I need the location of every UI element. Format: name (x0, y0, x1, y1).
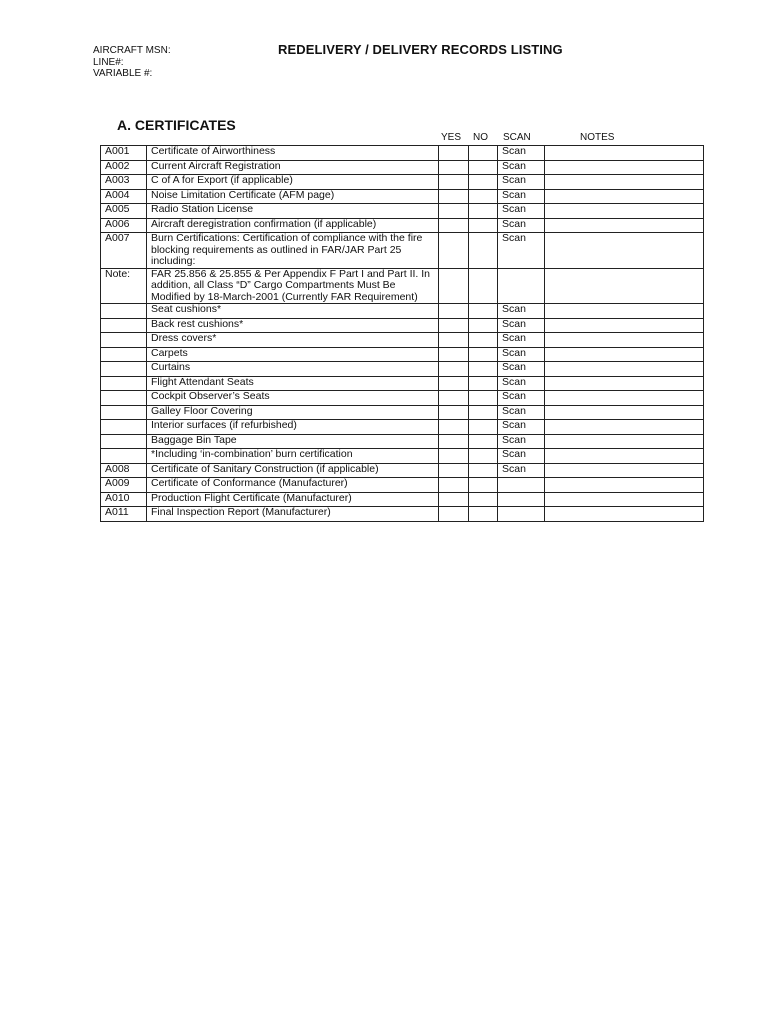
table-row (101, 463, 704, 478)
cell-scan: Scan (498, 347, 545, 362)
cell-no (469, 391, 498, 406)
col-header-no: NO (473, 132, 488, 143)
table-row (101, 160, 704, 175)
table-row (101, 478, 704, 493)
cell-notes (545, 304, 704, 319)
cell-scan: Scan (498, 405, 545, 420)
cell-scan (498, 478, 545, 493)
table-row (101, 507, 704, 522)
cell-no (469, 146, 498, 161)
cell-description: Production Flight Certificate (Manufacturer) (147, 492, 439, 507)
cell-no (469, 318, 498, 333)
cell-code: A006 (101, 218, 147, 233)
table-row (101, 218, 704, 233)
cell-yes (439, 507, 469, 522)
table-row (101, 233, 704, 269)
cell-notes (545, 434, 704, 449)
table-row (101, 318, 704, 333)
cell-scan: Scan (498, 449, 545, 464)
cell-notes (545, 478, 704, 493)
cell-code: A004 (101, 189, 147, 204)
cell-code: A005 (101, 204, 147, 219)
cell-no (469, 376, 498, 391)
document-title: REDELIVERY / DELIVERY RECORDS LISTING (278, 42, 563, 57)
cell-notes (545, 420, 704, 435)
cell-scan: Scan (498, 376, 545, 391)
cell-description: Carpets (147, 347, 439, 362)
cell-notes (545, 463, 704, 478)
cell-yes (439, 449, 469, 464)
cell-code (101, 449, 147, 464)
cell-description: Radio Station License (147, 204, 439, 219)
cell-scan: Scan (498, 362, 545, 377)
cell-no (469, 204, 498, 219)
cell-scan: Scan (498, 146, 545, 161)
cell-notes (545, 391, 704, 406)
cell-notes (545, 175, 704, 190)
cell-no (469, 347, 498, 362)
cell-description: Certificate of Sanitary Construction (if applicable) (147, 463, 439, 478)
cell-notes (545, 347, 704, 362)
cell-description: Final Inspection Report (Manufacturer) (147, 507, 439, 522)
cell-description: Aircraft deregistration confirmation (if applicable) (147, 218, 439, 233)
col-header-scan: SCAN (503, 132, 531, 143)
cell-code: A011 (101, 507, 147, 522)
table-row (101, 420, 704, 435)
table-row (101, 434, 704, 449)
cell-no (469, 304, 498, 319)
cell-code: A001 (101, 146, 147, 161)
cell-no (469, 333, 498, 348)
cell-yes (439, 420, 469, 435)
cell-code (101, 304, 147, 319)
cell-code: A010 (101, 492, 147, 507)
table-row (101, 449, 704, 464)
cell-scan: Scan (498, 160, 545, 175)
cell-description: Galley Floor Covering (147, 405, 439, 420)
table-row (101, 175, 704, 190)
cell-description: Current Aircraft Registration (147, 160, 439, 175)
cell-notes (545, 233, 704, 269)
cell-notes (545, 218, 704, 233)
variable-label: VARIABLE #: (93, 68, 153, 79)
cell-code: A003 (101, 175, 147, 190)
cell-yes (439, 204, 469, 219)
cell-scan (498, 268, 545, 304)
cell-scan: Scan (498, 420, 545, 435)
cell-yes (439, 333, 469, 348)
cell-no (469, 405, 498, 420)
cell-yes (439, 463, 469, 478)
cell-description: Seat cushions* (147, 304, 439, 319)
cell-scan (498, 492, 545, 507)
cell-yes (439, 175, 469, 190)
cell-notes (545, 362, 704, 377)
cell-no (469, 175, 498, 190)
cell-description: Burn Certifications: Certification of compliance with the fire blocking requirements as outlined in FAR/JAR Part 25 including: (147, 233, 439, 269)
cell-yes (439, 492, 469, 507)
cell-notes (545, 189, 704, 204)
cell-no (469, 449, 498, 464)
cell-yes (439, 478, 469, 493)
cell-notes (545, 268, 704, 304)
cell-no (469, 189, 498, 204)
cell-notes (545, 376, 704, 391)
cell-description: Dress covers* (147, 333, 439, 348)
cell-scan (498, 507, 545, 522)
cell-code (101, 333, 147, 348)
cell-notes (545, 160, 704, 175)
cell-scan: Scan (498, 333, 545, 348)
cell-yes (439, 347, 469, 362)
table-row (101, 405, 704, 420)
cell-no (469, 463, 498, 478)
cell-code (101, 405, 147, 420)
col-header-notes: NOTES (580, 132, 615, 143)
cell-scan: Scan (498, 189, 545, 204)
cell-scan: Scan (498, 233, 545, 269)
cell-notes (545, 318, 704, 333)
certificates-table (100, 145, 704, 522)
cell-scan: Scan (498, 218, 545, 233)
cell-yes (439, 304, 469, 319)
table-row (101, 376, 704, 391)
cell-scan: Scan (498, 204, 545, 219)
cell-description: Certificate of Airworthiness (147, 146, 439, 161)
cell-scan: Scan (498, 175, 545, 190)
cell-yes (439, 189, 469, 204)
cell-scan: Scan (498, 434, 545, 449)
cell-no (469, 218, 498, 233)
cell-yes (439, 268, 469, 304)
cell-description: Certificate of Conformance (Manufacturer) (147, 478, 439, 493)
cell-yes (439, 218, 469, 233)
cell-code: A002 (101, 160, 147, 175)
cell-yes (439, 160, 469, 175)
cell-description: Baggage Bin Tape (147, 434, 439, 449)
cell-yes (439, 434, 469, 449)
cell-yes (439, 318, 469, 333)
table-row (101, 146, 704, 161)
cell-code (101, 362, 147, 377)
certificates-table-body (101, 146, 704, 522)
cell-yes (439, 391, 469, 406)
cell-no (469, 492, 498, 507)
cell-code (101, 318, 147, 333)
cell-yes (439, 376, 469, 391)
cell-scan: Scan (498, 463, 545, 478)
table-row (101, 391, 704, 406)
cell-scan: Scan (498, 318, 545, 333)
cell-code (101, 434, 147, 449)
cell-no (469, 434, 498, 449)
table-row (101, 362, 704, 377)
cell-yes (439, 405, 469, 420)
msn-label: AIRCRAFT MSN: (93, 45, 171, 56)
cell-no (469, 420, 498, 435)
cell-notes (545, 204, 704, 219)
cell-code: A008 (101, 463, 147, 478)
table-row (101, 347, 704, 362)
cell-notes (545, 333, 704, 348)
cell-description: Cockpit Observer’s Seats (147, 391, 439, 406)
cell-yes (439, 146, 469, 161)
cell-code (101, 347, 147, 362)
cell-description: C of A for Export (if applicable) (147, 175, 439, 190)
table-row (101, 304, 704, 319)
cell-notes (545, 449, 704, 464)
cell-code (101, 420, 147, 435)
cell-no (469, 478, 498, 493)
table-row (101, 268, 704, 304)
line-label: LINE#: (93, 56, 124, 68)
cell-description: Noise Limitation Certificate (AFM page) (147, 189, 439, 204)
table-row (101, 189, 704, 204)
table-row (101, 333, 704, 348)
table-row (101, 204, 704, 219)
cell-notes (545, 146, 704, 161)
col-header-yes: YES (441, 132, 462, 143)
aircraft-meta (93, 45, 171, 80)
cell-description: FAR 25.856 & 25.855 & Per Appendix F Part I and Part II. In addition, all Class “D” Cargo Compartments Must Be Modified by 18-March-2001 (Currently FAR Requirement) (147, 268, 439, 304)
cell-code: Note: (101, 268, 147, 304)
cell-yes (439, 233, 469, 269)
cell-code (101, 376, 147, 391)
cell-description: Interior surfaces (if refurbished) (147, 420, 439, 435)
cell-no (469, 362, 498, 377)
cell-code: A009 (101, 478, 147, 493)
cell-code: A007 (101, 233, 147, 269)
cell-no (469, 233, 498, 269)
cell-notes (545, 492, 704, 507)
cell-description: Back rest cushions* (147, 318, 439, 333)
table-row (101, 492, 704, 507)
cell-scan: Scan (498, 391, 545, 406)
cell-no (469, 160, 498, 175)
cell-code (101, 391, 147, 406)
cell-notes (545, 405, 704, 420)
cell-description: Curtains (147, 362, 439, 377)
cell-scan: Scan (498, 304, 545, 319)
cell-no (469, 507, 498, 522)
cell-yes (439, 362, 469, 377)
cell-notes (545, 507, 704, 522)
cell-description: Flight Attendant Seats (147, 376, 439, 391)
cell-no (469, 268, 498, 304)
cell-description: *Including ‘in-combination’ burn certification (147, 449, 439, 464)
section-title: A. CERTIFICATES (117, 117, 236, 133)
